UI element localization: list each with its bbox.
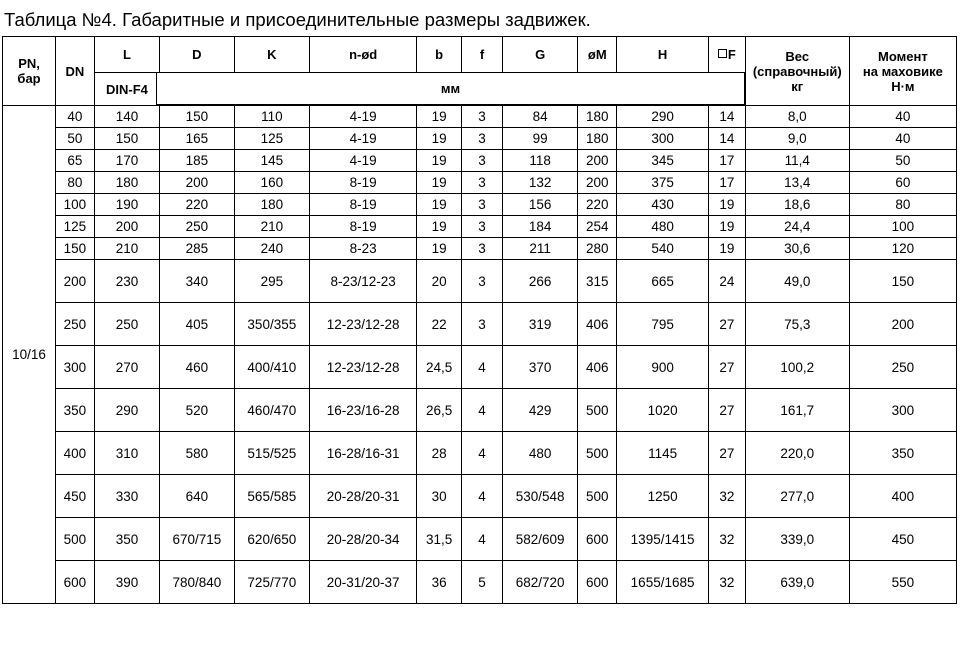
cell-b: 20 (417, 260, 462, 303)
cell-sqf: 32 (709, 561, 746, 604)
cell-dn: 600 (56, 561, 95, 604)
cell-g: 480 (502, 432, 578, 475)
cell-nod: 8-19 (310, 172, 417, 194)
cell-moment: 550 (849, 561, 956, 604)
cell-l: 230 (94, 260, 159, 303)
cell-f: 3 (462, 172, 503, 194)
cell-dn: 50 (56, 128, 95, 150)
cell-h: 290 (617, 106, 709, 128)
units-mm-header (156, 72, 745, 105)
cell-dn: 350 (56, 389, 95, 432)
cell-f: 3 (462, 238, 503, 260)
cell-sqf: 27 (709, 303, 746, 346)
cell-dn: 80 (56, 172, 95, 194)
cell-m: 406 (578, 303, 617, 346)
cell-moment: 40 (849, 128, 956, 150)
cell-m: 220 (578, 194, 617, 216)
cell-sqf: 32 (709, 518, 746, 561)
header-din: DIN-F4 (94, 73, 159, 106)
cell-moment: 40 (849, 106, 956, 128)
header-sqf-label: F (727, 47, 736, 62)
cell-h: 1145 (617, 432, 709, 475)
header-weight-line2: (справочный) (752, 63, 842, 79)
cell-l: 330 (94, 475, 159, 518)
cell-weight: 13,4 (745, 172, 849, 194)
cell-b: 31,5 (417, 518, 462, 561)
cell-f: 3 (462, 260, 503, 303)
cell-d: 340 (160, 260, 234, 303)
cell-nod: 16-23/16-28 (310, 389, 417, 432)
cell-moment: 400 (849, 475, 956, 518)
cell-l: 390 (94, 561, 159, 604)
header-h: H (617, 37, 709, 106)
cell-g: 682/720 (502, 561, 578, 604)
cell-d: 640 (160, 475, 234, 518)
cell-sqf: 14 (709, 128, 746, 150)
cell-m: 254 (578, 216, 617, 238)
table-row (3, 150, 957, 172)
cell-f: 4 (462, 518, 503, 561)
dimensions-table (2, 36, 957, 604)
cell-h: 1395/1415 (617, 518, 709, 561)
cell-weight: 11,4 (745, 150, 849, 172)
cell-weight: 8,0 (745, 106, 849, 128)
cell-f: 3 (462, 150, 503, 172)
cell-d: 220 (160, 194, 234, 216)
cell-weight: 339,0 (745, 518, 849, 561)
cell-g: 118 (502, 150, 578, 172)
cell-l: 210 (94, 238, 159, 260)
cell-m: 500 (578, 389, 617, 432)
cell-d: 200 (160, 172, 234, 194)
cell-moment: 120 (849, 238, 956, 260)
cell-k: 400/410 (234, 346, 310, 389)
header-weight-line3: кг (791, 78, 804, 94)
cell-k: 180 (234, 194, 310, 216)
cell-d: 150 (160, 106, 234, 128)
cell-weight: 30,6 (745, 238, 849, 260)
cell-k: 145 (234, 150, 310, 172)
cell-l: 350 (94, 518, 159, 561)
cell-l: 190 (94, 194, 159, 216)
cell-h: 1250 (617, 475, 709, 518)
cell-sqf: 17 (709, 150, 746, 172)
cell-m: 200 (578, 172, 617, 194)
cell-l: 200 (94, 216, 159, 238)
cell-b: 19 (417, 106, 462, 128)
cell-l: 290 (94, 389, 159, 432)
cell-dn: 100 (56, 194, 95, 216)
cell-d: 405 (160, 303, 234, 346)
cell-g: 184 (502, 216, 578, 238)
cell-d: 580 (160, 432, 234, 475)
cell-m: 315 (578, 260, 617, 303)
cell-d: 165 (160, 128, 234, 150)
cell-m: 500 (578, 432, 617, 475)
cell-sqf: 32 (709, 475, 746, 518)
cell-k: 565/585 (234, 475, 310, 518)
cell-sqf: 17 (709, 172, 746, 194)
table-row (3, 561, 957, 604)
cell-h: 1020 (617, 389, 709, 432)
header-moment-line3: Н·м (891, 78, 915, 94)
cell-m: 406 (578, 346, 617, 389)
cell-b: 19 (417, 128, 462, 150)
cell-moment: 300 (849, 389, 956, 432)
table-row (3, 346, 957, 389)
cell-l: 140 (94, 106, 159, 128)
cell-h: 795 (617, 303, 709, 346)
cell-b: 28 (417, 432, 462, 475)
cell-g: 582/609 (502, 518, 578, 561)
cell-l: 270 (94, 346, 159, 389)
cell-m: 280 (578, 238, 617, 260)
cell-dn: 400 (56, 432, 95, 475)
header-k: K (234, 37, 310, 106)
cell-b: 26,5 (417, 389, 462, 432)
cell-h: 540 (617, 238, 709, 260)
table-row (3, 172, 957, 194)
cell-k: 125 (234, 128, 310, 150)
cell-m: 600 (578, 561, 617, 604)
cell-weight: 9,0 (745, 128, 849, 150)
cell-b: 36 (417, 561, 462, 604)
header-f: f (462, 37, 503, 106)
cell-d: 780/840 (160, 561, 234, 604)
table-body (3, 106, 957, 604)
cell-k: 515/525 (234, 432, 310, 475)
cell-h: 900 (617, 346, 709, 389)
cell-moment: 250 (849, 346, 956, 389)
header-moment-line2: на маховике (862, 63, 943, 79)
cell-dn: 40 (56, 106, 95, 128)
cell-m: 600 (578, 518, 617, 561)
cell-weight: 277,0 (745, 475, 849, 518)
cell-g: 530/548 (502, 475, 578, 518)
cell-nod: 8-23/12-23 (310, 260, 417, 303)
header-pn: PN, бар (3, 37, 56, 106)
cell-f: 4 (462, 346, 503, 389)
cell-g: 132 (502, 172, 578, 194)
square-icon (718, 49, 727, 58)
table-title: Таблица №4. Габаритные и присоединительные размеры задвижек. (4, 9, 591, 30)
cell-dn: 200 (56, 260, 95, 303)
cell-d: 250 (160, 216, 234, 238)
cell-f: 4 (462, 389, 503, 432)
cell-weight: 18,6 (745, 194, 849, 216)
cell-h: 300 (617, 128, 709, 150)
cell-d: 285 (160, 238, 234, 260)
table-row (3, 303, 957, 346)
cell-k: 350/355 (234, 303, 310, 346)
cell-k: 620/650 (234, 518, 310, 561)
cell-h: 345 (617, 150, 709, 172)
cell-moment: 50 (849, 150, 956, 172)
header-m: øM (578, 37, 617, 106)
header-l: L (94, 37, 159, 73)
cell-m: 500 (578, 475, 617, 518)
cell-moment: 200 (849, 303, 956, 346)
header-moment (849, 37, 956, 106)
cell-sqf: 19 (709, 216, 746, 238)
table-row (3, 389, 957, 432)
cell-sqf: 14 (709, 106, 746, 128)
cell-f: 3 (462, 128, 503, 150)
table-row (3, 128, 957, 150)
cell-k: 110 (234, 106, 310, 128)
cell-k: 160 (234, 172, 310, 194)
cell-f: 4 (462, 432, 503, 475)
cell-weight: 75,3 (745, 303, 849, 346)
cell-g: 211 (502, 238, 578, 260)
cell-l: 310 (94, 432, 159, 475)
cell-nod: 8-19 (310, 194, 417, 216)
table-row (3, 432, 957, 475)
cell-b: 19 (417, 238, 462, 260)
cell-h: 1655/1685 (617, 561, 709, 604)
cell-f: 3 (462, 194, 503, 216)
cell-dn: 125 (56, 216, 95, 238)
cell-nod: 20-28/20-34 (310, 518, 417, 561)
cell-h: 375 (617, 172, 709, 194)
cell-nod: 12-23/12-28 (310, 346, 417, 389)
cell-d: 185 (160, 150, 234, 172)
cell-nod: 4-19 (310, 150, 417, 172)
header-d: D (160, 37, 234, 106)
cell-moment: 100 (849, 216, 956, 238)
cell-weight: 100,2 (745, 346, 849, 389)
cell-sqf: 27 (709, 346, 746, 389)
cell-nod: 16-28/16-31 (310, 432, 417, 475)
header-b: b (417, 37, 462, 106)
cell-sqf: 19 (709, 194, 746, 216)
header-weight-line1: Вес (785, 48, 810, 64)
header-weight (745, 37, 849, 106)
cell-dn: 150 (56, 238, 95, 260)
cell-b: 19 (417, 216, 462, 238)
header-g: G (502, 37, 578, 106)
cell-weight: 24,4 (745, 216, 849, 238)
cell-h: 665 (617, 260, 709, 303)
cell-dn: 250 (56, 303, 95, 346)
cell-nod: 20-31/20-37 (310, 561, 417, 604)
cell-k: 210 (234, 216, 310, 238)
cell-d: 460 (160, 346, 234, 389)
cell-f: 5 (462, 561, 503, 604)
cell-b: 24,5 (417, 346, 462, 389)
table-row (3, 106, 957, 128)
table-row (3, 216, 957, 238)
cell-dn: 450 (56, 475, 95, 518)
cell-g: 266 (502, 260, 578, 303)
cell-nod: 8-19 (310, 216, 417, 238)
cell-f: 3 (462, 216, 503, 238)
cell-dn: 500 (56, 518, 95, 561)
cell-sqf: 24 (709, 260, 746, 303)
cell-g: 99 (502, 128, 578, 150)
cell-nod: 12-23/12-28 (310, 303, 417, 346)
cell-l: 170 (94, 150, 159, 172)
cell-k: 240 (234, 238, 310, 260)
table-row (3, 194, 957, 216)
cell-dn: 300 (56, 346, 95, 389)
cell-nod: 20-28/20-31 (310, 475, 417, 518)
cell-l: 150 (94, 128, 159, 150)
cell-l: 250 (94, 303, 159, 346)
cell-sqf: 27 (709, 389, 746, 432)
cell-b: 19 (417, 172, 462, 194)
cell-nod: 8-23 (310, 238, 417, 260)
cell-l: 180 (94, 172, 159, 194)
cell-weight: 49,0 (745, 260, 849, 303)
cell-k: 460/470 (234, 389, 310, 432)
cell-k: 725/770 (234, 561, 310, 604)
cell-d: 670/715 (160, 518, 234, 561)
cell-k: 295 (234, 260, 310, 303)
cell-g: 156 (502, 194, 578, 216)
cell-b: 22 (417, 303, 462, 346)
cell-weight: 161,7 (745, 389, 849, 432)
cell-sqf: 27 (709, 432, 746, 475)
cell-h: 430 (617, 194, 709, 216)
cell-nod: 4-19 (310, 128, 417, 150)
table-row (3, 475, 957, 518)
cell-f: 4 (462, 475, 503, 518)
cell-g: 84 (502, 106, 578, 128)
table-row (3, 238, 957, 260)
cell-h: 480 (617, 216, 709, 238)
cell-nod: 4-19 (310, 106, 417, 128)
cell-f: 3 (462, 303, 503, 346)
table-row (3, 260, 957, 303)
cell-weight: 220,0 (745, 432, 849, 475)
cell-b: 30 (417, 475, 462, 518)
cell-moment: 150 (849, 260, 956, 303)
cell-f: 3 (462, 106, 503, 128)
cell-weight: 639,0 (745, 561, 849, 604)
header-moment-line1: Момент (878, 48, 928, 64)
header-dn: DN (56, 37, 95, 106)
cell-g: 319 (502, 303, 578, 346)
cell-moment: 450 (849, 518, 956, 561)
pn-cell: 10/16 (3, 106, 56, 604)
cell-b: 19 (417, 150, 462, 172)
units-mm-label: мм (440, 81, 461, 96)
cell-moment: 80 (849, 194, 956, 216)
cell-sqf: 19 (709, 238, 746, 260)
header-row-1 (3, 37, 957, 73)
cell-moment: 350 (849, 432, 956, 475)
cell-dn: 65 (56, 150, 95, 172)
table-row (3, 518, 957, 561)
cell-m: 200 (578, 150, 617, 172)
cell-g: 429 (502, 389, 578, 432)
cell-d: 520 (160, 389, 234, 432)
cell-m: 180 (578, 128, 617, 150)
header-nod: n-ød (310, 37, 417, 106)
cell-moment: 60 (849, 172, 956, 194)
cell-g: 370 (502, 346, 578, 389)
cell-m: 180 (578, 106, 617, 128)
cell-b: 19 (417, 194, 462, 216)
